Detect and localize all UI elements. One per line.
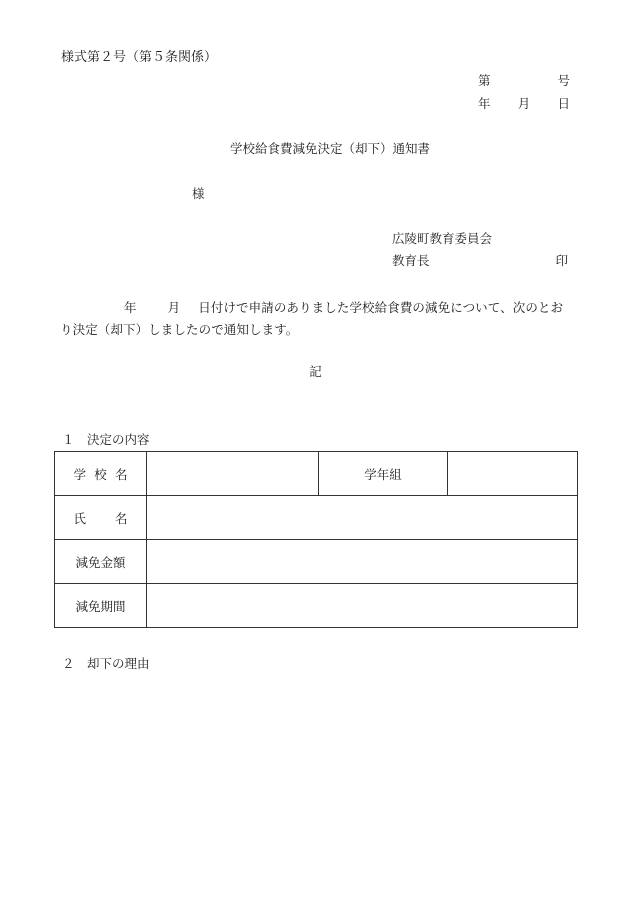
document-title: 学校給食費減免決定（却下）通知書: [229, 141, 430, 156]
date-month: 月: [517, 96, 531, 111]
issuer-title-line: [392, 253, 568, 269]
form-number-label: 様式第２号（第５条関係）: [61, 50, 218, 65]
school-name-label: 学 校 名: [55, 452, 147, 496]
section-2-heading: ２ 却下の理由: [62, 656, 150, 671]
number-suffix: 号: [557, 73, 570, 88]
ki-marker: 記: [309, 364, 322, 379]
number-prefix: 第: [478, 73, 491, 88]
student-name-label: 氏 名: [55, 496, 147, 540]
issuer-organization: 広陵町教育委員会: [392, 231, 493, 246]
reduction-period-value[interactable]: [147, 584, 578, 628]
grade-class-value[interactable]: [448, 452, 578, 496]
school-name-value[interactable]: [147, 452, 319, 496]
notice-body: [60, 297, 574, 341]
recipient-honorific: 様: [192, 186, 205, 201]
reduction-amount-label: 減免金額: [55, 540, 147, 584]
seal-mark: 印: [555, 253, 568, 268]
reduction-period-label: 減免期間: [55, 584, 147, 628]
document-number-line: [478, 73, 570, 89]
table-row: [55, 452, 578, 496]
date-year: 年: [478, 96, 491, 111]
body-year: 年: [124, 300, 137, 315]
section-1-heading: １ 決定の内容: [62, 432, 150, 447]
student-name-value[interactable]: [147, 496, 578, 540]
table-row: [55, 540, 578, 584]
table-row: [55, 496, 578, 540]
document-date-line: [478, 96, 570, 112]
body-text: 日付けで申請のありました学校給食費の減免について、次のとおり決定（却下）しましたので通知します。: [60, 300, 564, 337]
decision-details-table: [54, 451, 578, 628]
table-row: [55, 584, 578, 628]
grade-class-label: 学年組: [319, 452, 448, 496]
date-day: 日: [557, 96, 570, 111]
body-month: 月: [167, 300, 181, 315]
reduction-amount-value[interactable]: [147, 540, 578, 584]
issuer-title: 教育長: [392, 253, 430, 268]
